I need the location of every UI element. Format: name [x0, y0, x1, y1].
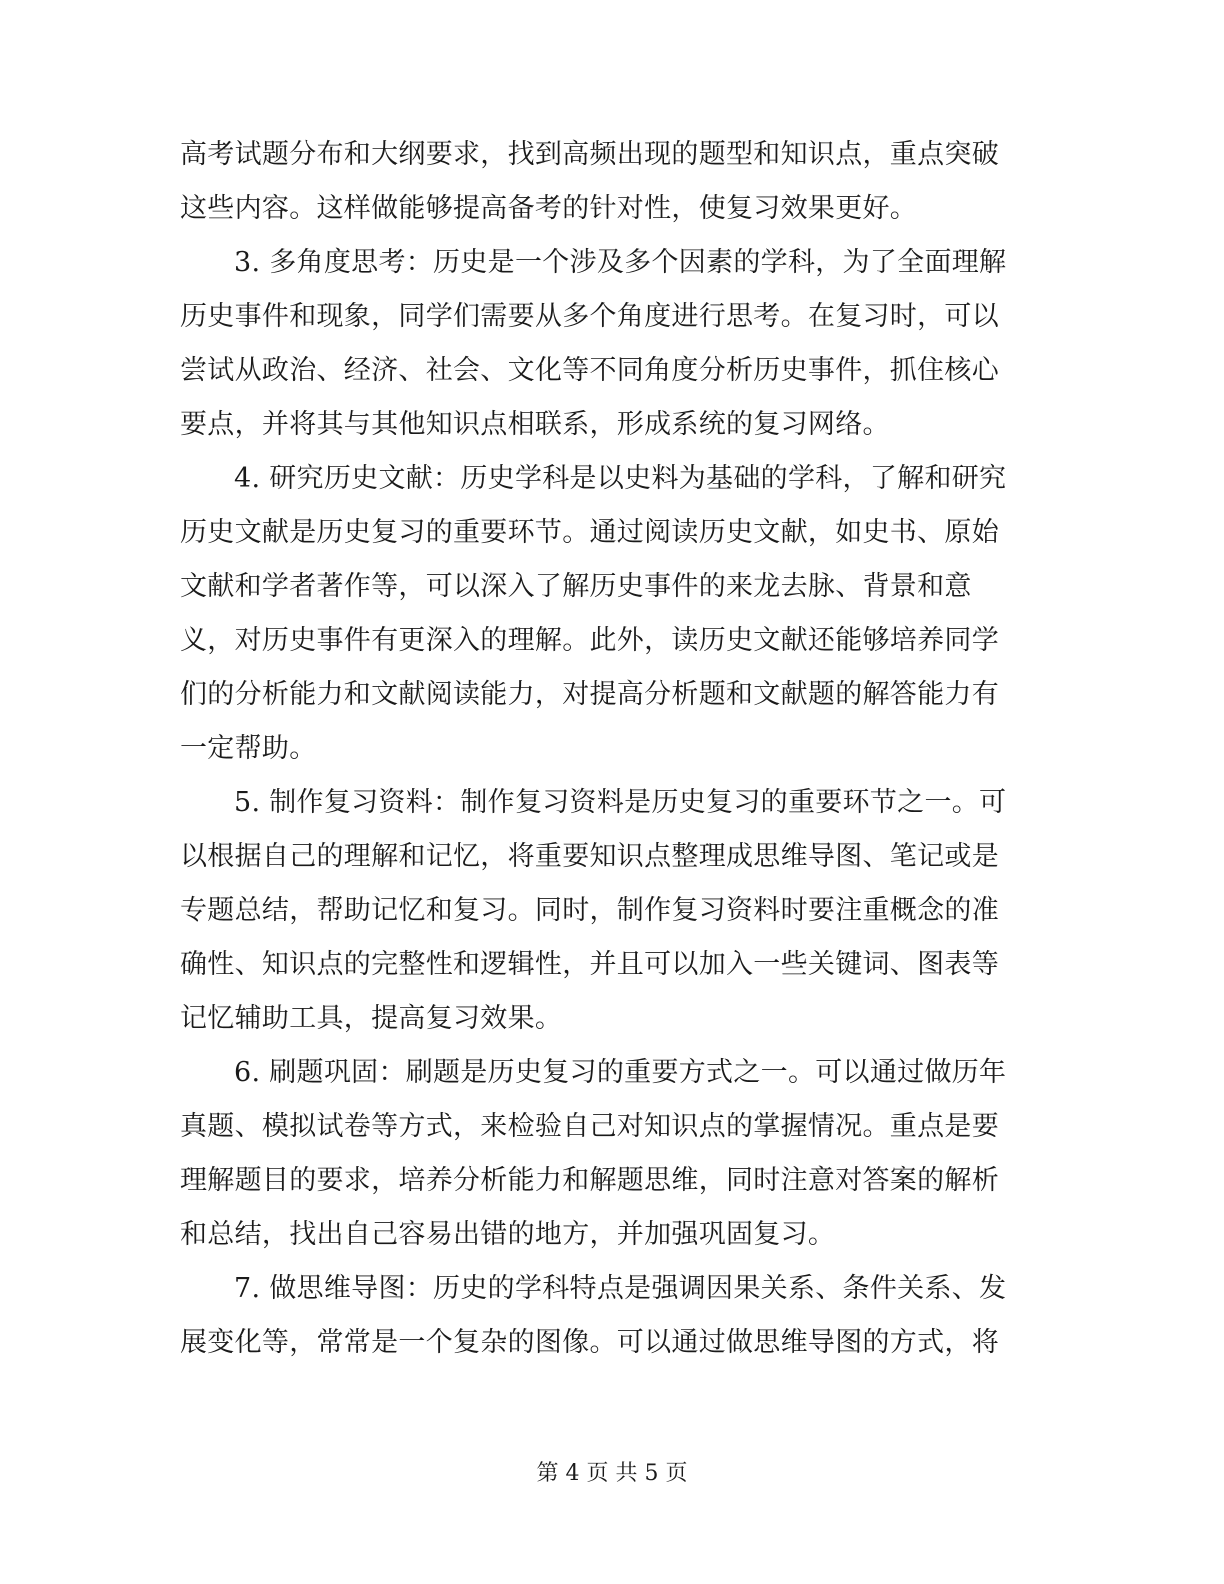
text-line: 专题总结，帮助记忆和复习。同时，制作复习资料时要注重概念的准 [180, 895, 999, 926]
paragraph-item-4 [180, 452, 1030, 776]
paragraph-item-7 [180, 1262, 1030, 1370]
text-line: 历史文献是历史复习的重要环节。通过阅读历史文献，如史书、原始 [180, 517, 999, 548]
text-line: 真题、模拟试卷等方式，来检验自己对知识点的掌握情况。重点是要 [180, 1111, 999, 1142]
paragraph-item-5 [180, 776, 1030, 1046]
text-line: 展变化等，常常是一个复杂的图像。可以通过做思维导图的方式，将 [180, 1327, 999, 1358]
page-number-footer: 第 4 页 共 5 页 [536, 1461, 688, 1486]
text-line: 要点，并将其与其他知识点相联系，形成系统的复习网络。 [180, 409, 890, 440]
text-line: 3. 多角度思考：历史是一个涉及多个因素的学科，为了全面理解 [234, 247, 1007, 278]
text-line: 7. 做思维导图：历史的学科特点是强调因果关系、条件关系、发 [234, 1273, 1007, 1304]
document-body [180, 128, 1030, 1370]
text-line: 确性、知识点的完整性和逻辑性，并且可以加入一些关键词、图表等 [180, 949, 999, 980]
paragraph-item-6 [180, 1046, 1030, 1262]
text-line: 和总结，找出自己容易出错的地方，并加强巩固复习。 [180, 1219, 836, 1250]
text-line: 高考试题分布和大纲要求，找到高频出现的题型和知识点，重点突破 [180, 139, 999, 170]
text-line: 6. 刷题巩固：刷题是历史复习的重要方式之一。可以通过做历年 [234, 1057, 1007, 1088]
text-line: 一定帮助。 [180, 733, 317, 764]
text-line: 5. 制作复习资料：制作复习资料是历史复习的重要环节之一。可 [234, 787, 1007, 818]
text-line: 们的分析能力和文献阅读能力，对提高分析题和文献题的解答能力有 [180, 679, 999, 710]
text-line: 记忆辅助工具，提高复习效果。 [180, 1003, 563, 1034]
text-line: 义，对历史事件有更深入的理解。此外，读历史文献还能够培养同学 [180, 625, 999, 656]
text-line: 文献和学者著作等，可以深入了解历史事件的来龙去脉、背景和意 [180, 571, 972, 602]
paragraph-continuation [180, 128, 1030, 236]
text-line: 理解题目的要求，培养分析能力和解题思维，同时注意对答案的解析 [180, 1165, 999, 1196]
text-line: 以根据自己的理解和记忆，将重要知识点整理成思维导图、笔记或是 [180, 841, 999, 872]
text-line: 尝试从政治、经济、社会、文化等不同角度分析历史事件，抓住核心 [180, 355, 999, 386]
text-line: 这些内容。这样做能够提高备考的针对性，使复习效果更好。 [180, 193, 918, 224]
text-line: 历史事件和现象，同学们需要从多个角度进行思考。在复习时，可以 [180, 301, 999, 332]
text-line: 4. 研究历史文献：历史学科是以史料为基础的学科，了解和研究 [234, 463, 1007, 494]
paragraph-item-3 [180, 236, 1030, 452]
